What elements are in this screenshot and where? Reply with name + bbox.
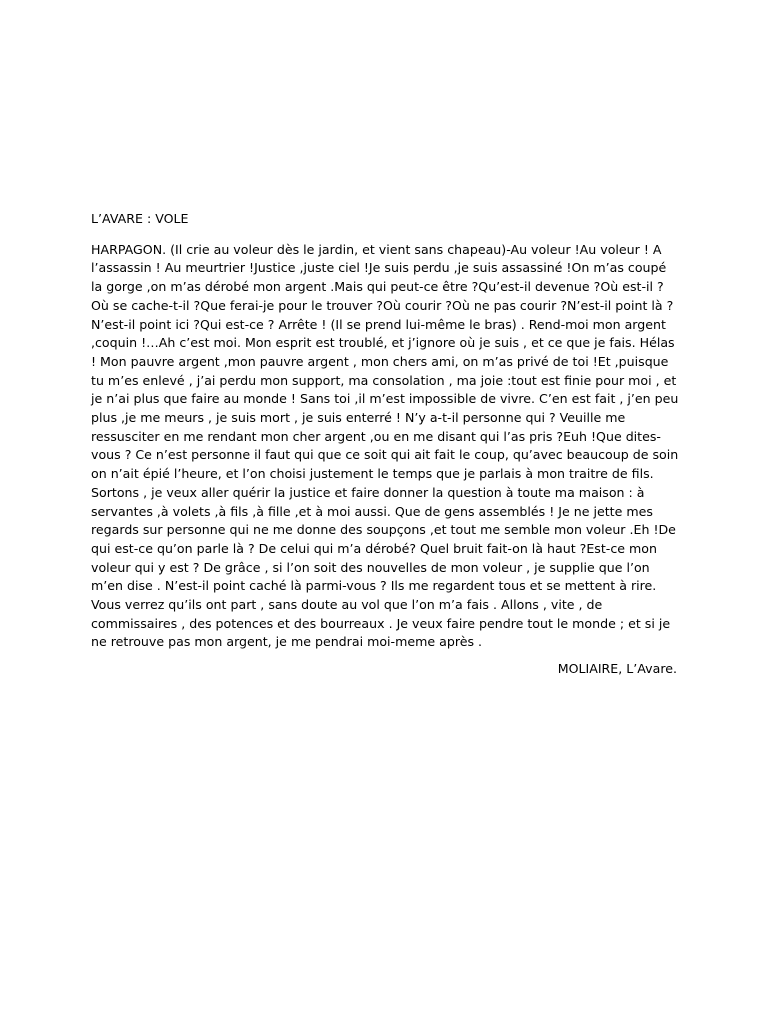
document-content (91, 210, 681, 679)
author-signature: MOLIAIRE, L’Avare. (557, 661, 677, 677)
document-title: L’AVARE : VOLE (91, 211, 189, 226)
monologue-paragraph: HARPAGON. (Il crie au voleur dès le jardin, et vient sans chapeau)-Au voleur !Au voleur ! A l’assassin ! Au meurtrier !Justice ,juste ciel !Je suis perdu ,je suis assassiné !On m’as coupé la gorge ,on m’as dérobé mon argent .Mais qui peut-ce être ?Qu’est-il devenue ?Où est-il ?Où se cache-t-il ?Que ferai-je pour le trouver ?Où courir ?Où ne pas courir ?N’est-il point là ?N’est-il point ici ?Qui est-ce ? Arrête ! (Il se prend lui-même le bras) . Rend-moi mon argent ,coquin !…Ah c’est moi. Mon esprit est troublé, et j’ignore où je suis , et ce que je fais. Hélas ! Mon pauvre argent ,mon pauvre argent , mon chers ami, on m’as privé de toi !Et ,puisque tu m’es enlevé , j’ai perdu mon support, ma consolation , ma joie :tout est finie pour moi , et je n’ai plus que faire au monde ! Sans toi ,il m’est impossible de vivre. C’en est fait , j’en peu plus ,je me meurs , je suis mort , je suis enterré ! N’y a-t-il personne qui ? Veuille me ressusciter en me rendant mon cher argent ,ou en me disant qui l’as pris ?Euh !Que dites-vous ? Ce n’est personne il faut qui que ce soit qui ait fait le coup, qu’avec beaucoup de soin on n’ait épié l’heure, et l’on choisi justement le temps que je parlais à mon traitre de fils. Sortons , je veux aller quérir la justice et faire donner la question à toute ma maison : à servantes ,à volets ,à fils ,à fille ,et à moi aussi. Que de gens assemblés ! Je ne jette mes regards sur personne qui ne me donne des soupçons ,et tout me semble mon voleur .Eh !De qui est-ce qu’on parle là ? De celui qui m’a dérobé? Quel bruit fait-on là haut ?Est-ce mon voleur qui y est ? De grâce , si l’on soit des nouvelles de mon voleur , je supplie que l’on m’en dise . N’est-il point caché là parmi-vous ? Ils me regardent tous et se mettent à rire. Vous verrez qu’ils ont part , sans doute au vol que l’on m’a fais . Allons , vite , de commissaires , des potences et des bourreaux . Je veux faire pendre tout le monde ; et si je ne retrouve pas mon argent, je me pendrai moi-meme après . (91, 241, 679, 650)
